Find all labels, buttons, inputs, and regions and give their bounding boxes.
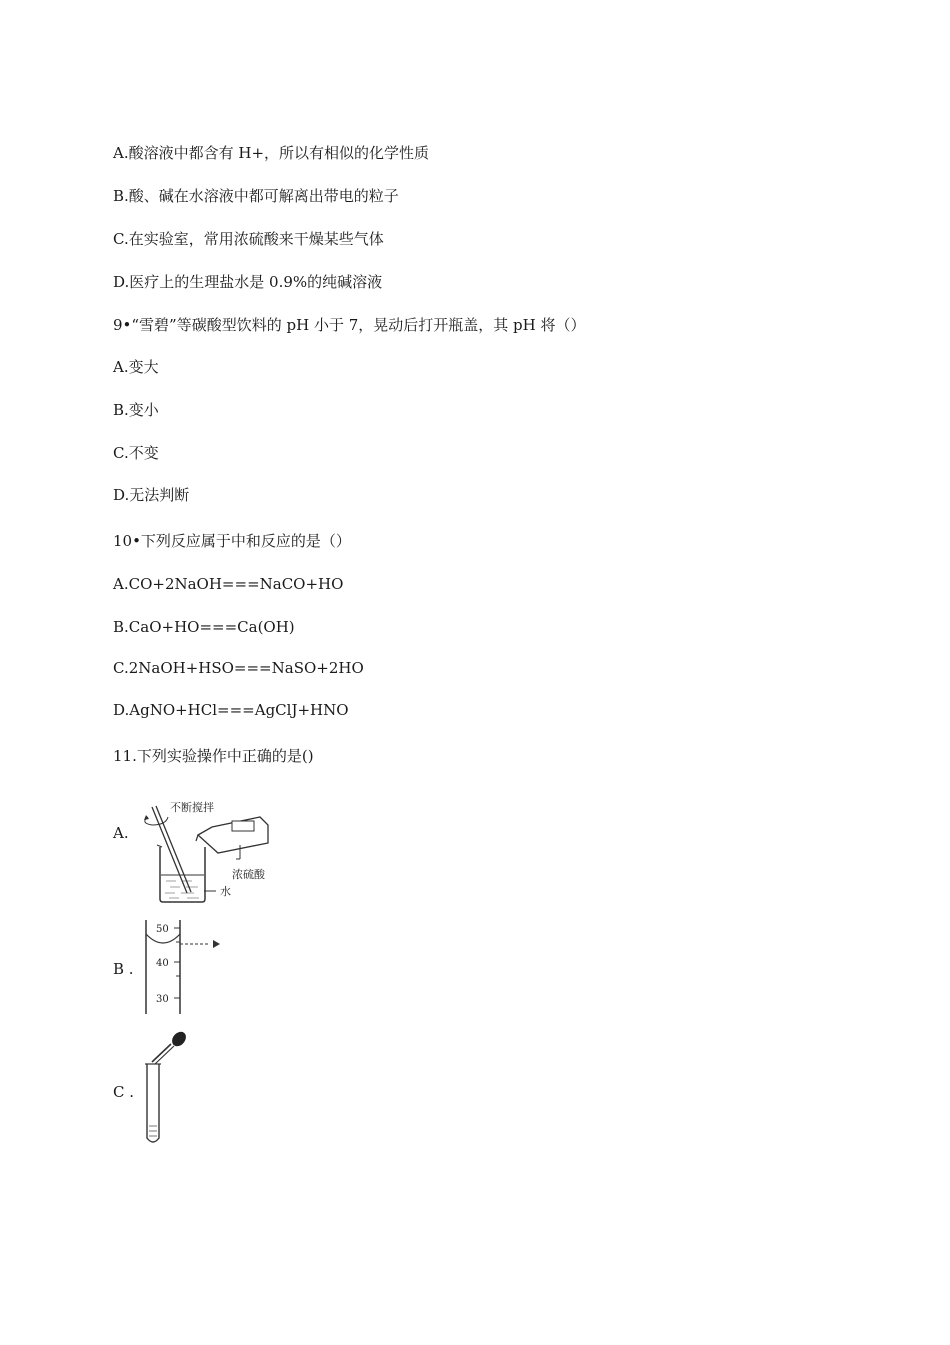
q9-option-b: B.变小 [113,401,159,419]
eye-icon [213,940,220,948]
fig-b-tick-40: 40 [156,958,169,969]
q11-figure-a-diluting-acid [140,795,280,905]
q11-option-b-label: B . [113,960,134,978]
q11-option-c-label: C . [113,1083,135,1101]
q11-stem: 11.下列实验操作中正确的是() [113,747,314,765]
fig-b-tick-30: 30 [156,994,169,1005]
fig-a-acid-label: 浓硫酸 [232,868,265,881]
q8-option-a: A.酸溶液中都含有 H+，所以有相似的化学性质 [113,144,430,162]
q10-option-d: D.AgNO+HCl===AgClJ+HNO [113,701,349,719]
q9-option-a: A.变大 [113,358,159,376]
q10-option-b: B.CaO+HO===Ca(OH) [113,618,295,636]
fig-b-tick-50: 50 [156,924,169,935]
q10-stem: 10•下列反应属于中和反应的是（） [113,532,351,550]
fig-a-stir-label: 不断搅拌 [170,801,214,814]
q10-option-c: C.2NaOH+HSO===NaSO+2HO [113,659,364,677]
q9-option-d: D.无法判断 [113,486,190,504]
dropper-bulb-icon [169,1029,188,1049]
q11-figure-c-test-tube-dropper [140,1030,200,1148]
q8-option-d: D.医疗上的生理盐水是 0.9%的纯碱溶液 [113,273,383,291]
fig-a-water-label: 水 [220,885,231,898]
q8-option-c: C.在实验室，常用浓硫酸来干燥某些气体 [113,230,384,248]
q9-option-c: C.不变 [113,444,159,462]
q11-figure-b-graduated-cylinder [140,918,230,1018]
q9-stem: 9•“雪碧”等碳酸型饮料的 pH 小于 7，晃动后打开瓶盖，其 pH 将（） [113,316,586,334]
q8-option-b: B.酸、碱在水溶液中都可解离出带电的粒子 [113,187,399,205]
q11-option-a-label: A. [113,824,129,842]
q10-option-a: A.CO+2NaOH===NaCO+HO [113,575,344,593]
